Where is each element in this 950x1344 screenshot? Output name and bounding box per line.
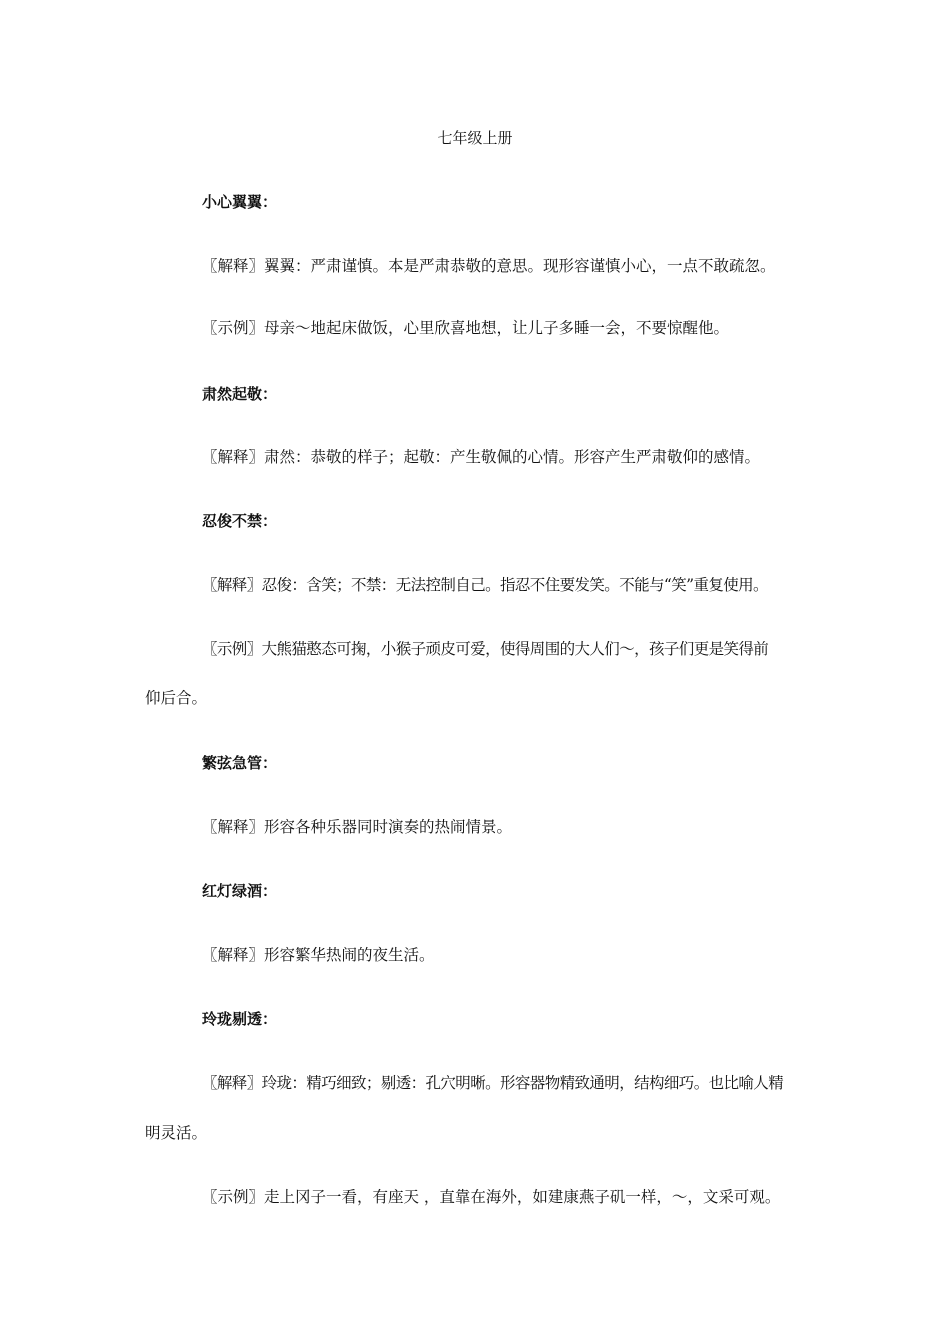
entry-heading: 忍俊不禁： [202, 512, 278, 530]
entry-heading: 红灯绿酒： [202, 882, 278, 900]
entry-explanation: 〖解释〗形容繁华热闹的夜生活。 [202, 946, 435, 964]
entry-explanation-continuation: 明灵活。 [145, 1124, 208, 1142]
entry-example-continuation: 仰后合。 [145, 689, 208, 707]
entry-heading: 肃然起敬： [202, 385, 278, 403]
entry-example: 〖示例〗走上冈子一看，有座天 ，直靠在海外，如建康燕子矶一样，～，文采可观。 [202, 1188, 781, 1206]
entry-explanation: 〖解释〗玲珑：精巧细致；剔透：孔穴明晰。形容器物精致通明，结构细巧。也比喻人精 [202, 1074, 784, 1092]
entry-heading: 繁弦急管： [202, 754, 278, 772]
entry-explanation: 〖解释〗翼翼：严肃谨慎。本是严肃恭敬的意思。现形容谨慎小心，一点不敢疏忽。 [202, 257, 776, 275]
entry-heading: 玲珑剔透： [202, 1010, 278, 1028]
entry-example: 〖示例〗大熊猫憨态可掬，小猴子顽皮可爱，使得周围的大人们～，孩子们更是笑得前 [202, 640, 769, 658]
entry-explanation: 〖解释〗形容各种乐器同时演奏的热闹情景。 [202, 818, 513, 836]
page-title: 七年级上册 [437, 129, 513, 147]
entry-explanation: 〖解释〗肃然：恭敬的样子；起敬：产生敬佩的心情。形容产生严肃敬仰的感情。 [202, 448, 761, 466]
entry-explanation: 〖解释〗忍俊：含笑；不禁：无法控制自己。指忍不住要发笑。不能与“笑”重复使用。 [202, 576, 768, 594]
entry-example: 〖示例〗母亲～地起床做饭，心里欣喜地想，让儿子多睡一会，不要惊醒他。 [202, 319, 730, 337]
entry-heading: 小心翼翼： [202, 193, 278, 211]
